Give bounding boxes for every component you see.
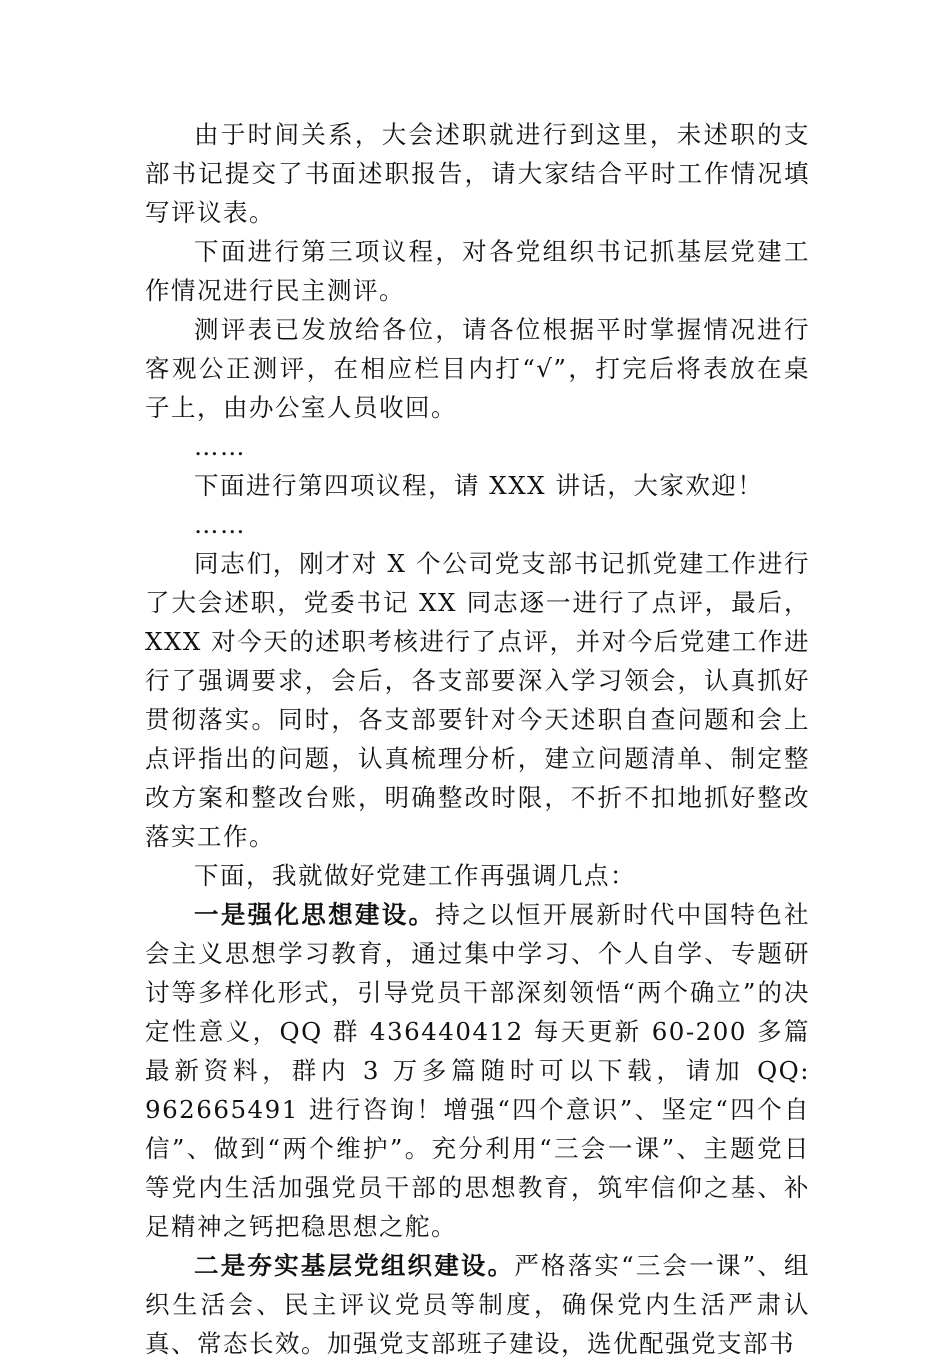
paragraph-5: 下面进行第四项议程，请 XXX 讲话，大家欢迎！ <box>194 471 764 500</box>
paragraph-9 <box>145 895 810 1246</box>
paragraph-10 <box>145 1246 810 1363</box>
paragraph-8: 下面，我就做好党建工作再强调几点： <box>194 861 636 890</box>
paragraph-7: 同志们，刚才对 X 个公司党支部书记抓党建工作进行了大会述职，党委书记 XX 同志逐一进行了点评，最后，XXX 对今天的述职考核进行了点评，并对今后党建工作进行了强调要求，会后，各支部要深入学习领会，认真抓好贯彻落实。同时，各支部要针对今天述职自查问题和会上点评指出的问题，认真梳理分析，建立问题清单、制定整改方案和整改台账，明确整改时限，不折不扣地抓好整改落实工作。 <box>145 549 810 851</box>
document-body <box>145 115 810 1363</box>
ellipsis-1: …… <box>194 432 246 461</box>
paragraph-10-body: 严格落实“三会一课”、组织生活会、民主评议党员等制度，确保党内生活严肃认真、常态长效。加强党支部班子建设，选优配强党支部书 <box>145 1251 810 1358</box>
paragraph-9-heading: 一是强化思想建设。 <box>194 900 436 929</box>
paragraph-1: 由于时间关系，大会述职就进行到这里，未述职的支部书记提交了书面述职报告，请大家结合平时工作情况填写评议表。 <box>145 120 810 227</box>
paragraph-10-heading: 二是夯实基层党组织建设。 <box>194 1251 515 1280</box>
paragraph-3: 测评表已发放给各位，请各位根据平时掌握情况进行客观公正测评，在相应栏目内打“√”，打完后将表放在桌子上，由办公室人员收回。 <box>145 315 810 422</box>
ellipsis-2: …… <box>194 510 246 539</box>
paragraph-9-body: 持之以恒开展新时代中国特色社会主义思想学习教育，通过集中学习、个人自学、专题研讨等多样化形式，引导党员干部深刻领悟“两个确立”的决定性意义，QQ 群 436440412 每天更新 60-200 多篇最新资料，群内 3 万多篇随时可以下载，请加 QQ: 962665491 进行咨询！增强“四个意识”、坚定“四个自信”、做到“两个维护”。充分利用“三会一课”、主题党日等党内生活加强党员干部的思想教育，筑牢信仰之基、补足精神之钙把稳思想之舵。 <box>145 900 811 1241</box>
paragraph-2: 下面进行第三项议程，对各党组织书记抓基层党建工作情况进行民主测评。 <box>145 237 810 305</box>
